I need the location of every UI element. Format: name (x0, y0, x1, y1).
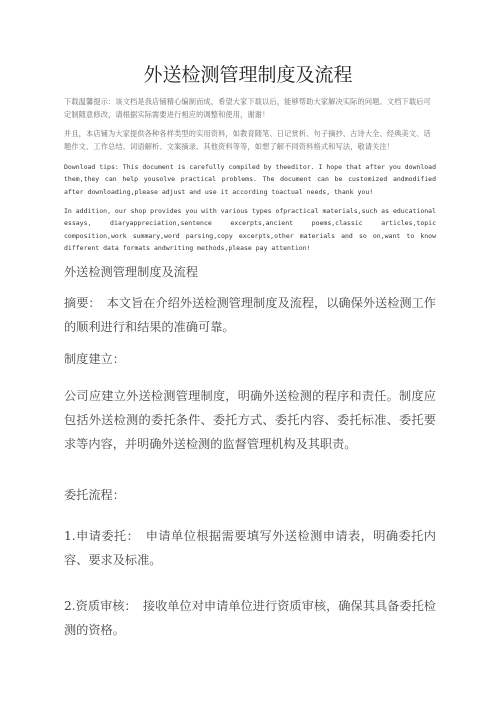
step-apply: 1.申请委托： 申请单位根据需要填写外送检测申请表，明确委托内容、要求及标准。 (64, 529, 436, 567)
step-qualification: 2.资质审核： 接收单位对申请单位进行资质审核，确保其具备委托检测的资格。 (64, 599, 436, 637)
download-tip-cn: 下载温馨提示：该文档是我店铺精心编制而成，希望大家下载以后，能够帮助大家解决实际的问题。文档下载后可定制随意修改，请根据实际需要进行相应的调整和使用，谢谢！ (64, 97, 431, 119)
section1-paragraph: 公司应建立外送检测管理制度，明确外送检测的程序和责任。制度应包括外送检测的委托条件、委托方式、委托内容、委托标准、委托要求等内容，并明确外送检测的监督管理机构及其职责。 (64, 389, 436, 451)
section2-heading: 委托流程： (64, 488, 125, 502)
document-title: 外送检测管理制度及流程 (143, 64, 353, 86)
download-tip-en: Download tips: This document is carefully compiled by theeditor. I hope that after you download them,they can help yousolve practical problems. The document can be customized andmodified after downloading,please adjust and use it according toactual needs, thank you! (64, 163, 436, 196)
section1-heading: 制度建立： (64, 352, 125, 366)
section-subtitle: 外送检测管理制度及流程 (64, 265, 199, 279)
shop-intro-en: In addition, our shop provides you with various types ofpractical materials,such as educational essays, diaryappreciation,sentence excerpts,ancient poems,classic articles,topic composition,work summary,word parsing,copy excerpts,other materials and so on,want to know different data formats andwriting methods,please pay attention! (64, 207, 436, 252)
abstract-paragraph: 摘要： 本文旨在介绍外送检测管理制度及流程，以确保外送检测工作的顺利进行和结果的准确可靠。 (64, 296, 436, 334)
shop-intro-cn: 并且，本店铺为大家提供各种各样类型的实用资料，如教育随笔、日记赏析、句子摘抄、古诗大全、经典美文、话题作文、工作总结、词语解析、文案摘录、其他资料等等，如想了解不同资料格式和写法，敬请关注！ (64, 129, 431, 151)
